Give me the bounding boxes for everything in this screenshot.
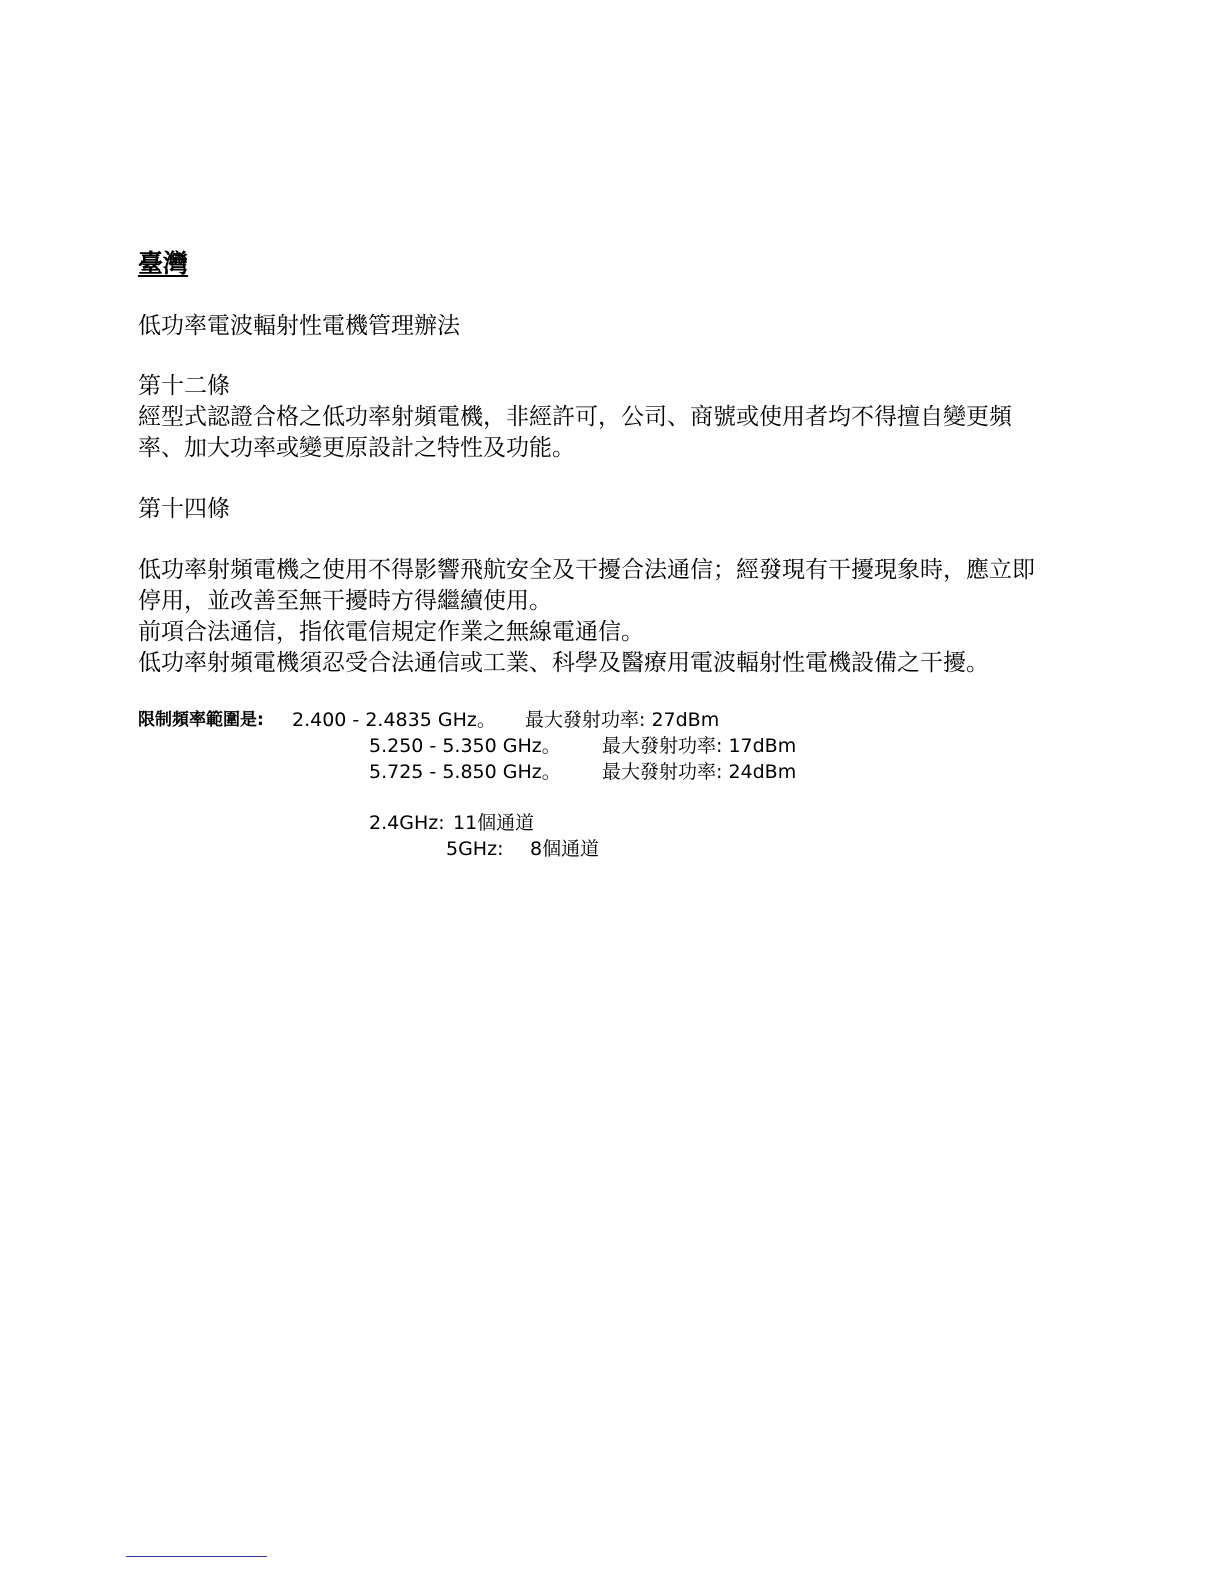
channel-1-count: 11個通道 [453, 812, 535, 834]
article-14-line-2: 停用，並改善至無干擾時方得繼續使用。 [138, 588, 552, 614]
article-12-title: 第十二條 [138, 373, 230, 399]
frequency-label: 限制頻率範圍是: [138, 710, 264, 730]
article-12-line-1: 經型式認證合格之低功率射頻電機，非經許可，公司、商號或使用者均不得擅自變更頻 [138, 404, 1012, 430]
section-heading: 臺灣 [138, 249, 189, 278]
footnote-separator [126, 1556, 267, 1557]
band-1-range: 2.400 - 2.4835 GHz。 [292, 709, 496, 731]
regulation-title: 低功率電波輻射性電機管理辦法 [138, 313, 460, 339]
band-3-power: 最大發射功率: 24dBm [602, 761, 797, 783]
band-1-power: 最大發射功率: 27dBm [525, 709, 720, 731]
article-14-line-1: 低功率射頻電機之使用不得影響飛航安全及干擾合法通信；經發現有干擾現象時，應立即 [138, 557, 1035, 583]
article-14-line-3: 前項合法通信，指依電信規定作業之無線電通信。 [138, 619, 644, 645]
channel-2-band: 5GHz: [446, 838, 504, 860]
article-12-line-2: 率、加大功率或變更原設計之特性及功能。 [138, 435, 575, 461]
article-14-title: 第十四條 [138, 496, 230, 522]
band-2-power: 最大發射功率: 17dBm [602, 735, 797, 757]
band-2-range: 5.250 - 5.350 GHz。 [369, 735, 561, 757]
band-3-range: 5.725 - 5.850 GHz。 [369, 761, 561, 783]
channel-1-band: 2.4GHz: [369, 812, 445, 834]
channel-2-count: 8個通道 [530, 838, 600, 860]
article-14-line-4: 低功率射頻電機須忍受合法通信或工業、科學及醫療用電波輻射性電機設備之干擾。 [138, 650, 989, 676]
